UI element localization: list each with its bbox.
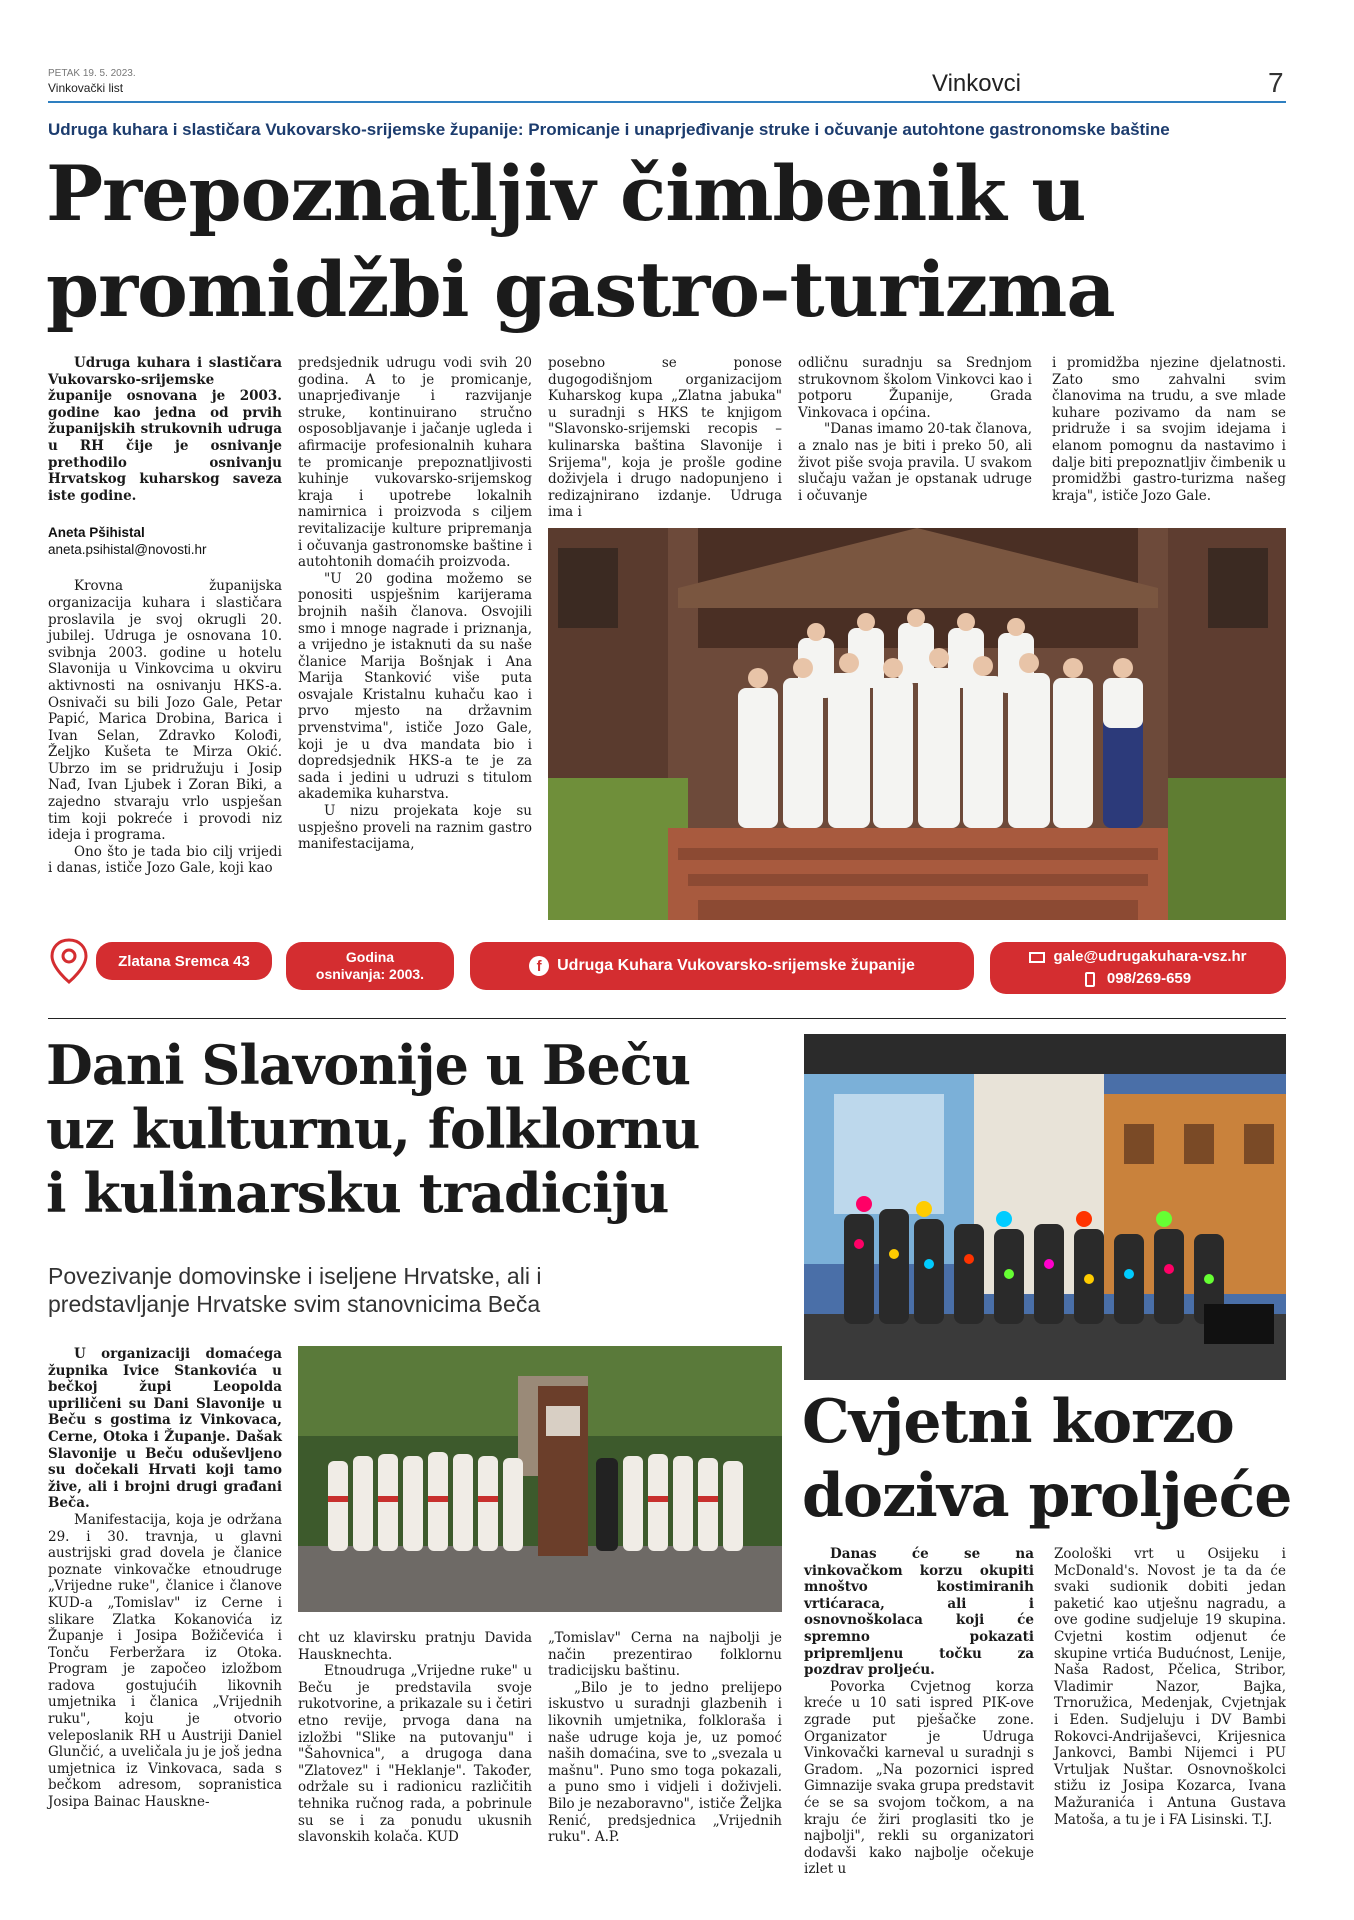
article2-col1	[48, 1346, 282, 1811]
article2-title-line3: i kulinarsku tradiciju	[46, 1161, 669, 1225]
article1-author: Aneta Pšihistal	[48, 525, 145, 541]
article3-col2	[1054, 1546, 1286, 1828]
article1-email: aneta.psihistal@novosti.hr	[48, 542, 207, 558]
location-pin-icon	[48, 938, 90, 984]
article1-col1-p1: Krovna županijska organizacija kuhara i slastičara proslavila je svoj okrugli 20. jubilej. Udruga je osnovana 10. svibnja 2003. godine u hotelu Slavonija u Vinkovcima u okviru aktivnosti na osnivanju HKS-a. Osnivači su bili Jozo Gale, Petar Papić, Marica Drobina, Barica i Ivan Selan, Zdravko Kolođi, Željko Kušeta te Mirza Okić. Ubrzo im se pridružuju i Josip Nađ, Ivan Ljubek i Zoran Biki, a zajedno stvaraju vrlo uspješan tim koji pokreće i provodi niz ideja i programa.	[48, 578, 282, 844]
vienna-group-photo	[298, 1346, 782, 1612]
facebook-icon: f	[529, 956, 549, 976]
article2-col2	[298, 1630, 532, 1846]
article3-col1-p1: Povorka Cvjetnog korza kreće u 10 sati ispred PIK-ove zgrade put pješačke zone. Organizator je Udruga Vinkovački karneval u suradnji s Gradom. „Na pozornici ispred Gimnazije svaka grupa predstavit će se sa svojom točkom, a na kraju će žiri proglasiti tko je najbolji", rekli su organizatori dodavši kako najbolje očekuje izlet u	[804, 1678, 1034, 1878]
page-number: 7	[1268, 67, 1284, 98]
article1-col2	[298, 355, 532, 853]
article1-col1	[48, 355, 282, 877]
article2-col2-p1: cht uz klavirsku pratnju Davida Hausknechta.	[298, 1630, 532, 1663]
article2-subtitle-line2: predstavljanje Hrvatske svim stanovnicima Beča	[48, 1291, 541, 1317]
article2-col1-p1: Manifestacija, koja je održana 29. i 30. travnja, u glavni austrijski grad dovela je članice poznate vinkovačke etnoudruge „Vrijedne ruke", članice i članove KUD-a „Tomislav" iz Cerne i slikare Zlatka Kokanovića iz Županje i Josipa Božičevića i Tonču Ferberžara iz Otoka. Program je započeo izložbom radova gostujućih likovnih umjetnika i članica „Vrijednih ruku", koju je otvorio veleposlanik RH u Austriji Daniel Glunčić, a uveličala ju je još jedna umjetnica iz Vinkovaca, sada s bečkom adresom, sopranistica Josipa Bainac Hauskne-	[48, 1511, 282, 1811]
article2-subtitle-line1: Povezivanje domovinske i iseljene Hrvatske, ali i	[48, 1263, 542, 1289]
article2-col3-p1: „Tomislav" Cerna na najbolji je način prezentirao folklornu tradicijsku baštinu.	[548, 1630, 782, 1680]
article2-col3	[548, 1630, 782, 1846]
article2-col3-p2: „Bilo je to jedno prelijepo iskustvo u suradnji glazbenih i likovnih umjetnika, folkloraša i naše udruge koja je, uz pomoć naših domaćina, sve to „svezala u mašnu". Puno smo toga pokazali, a puno smo i vidjeli i doživjeli. Bilo je nezaboravno", ističe Željka Renić, predsjednica „Vrijednih ruku". A.P.	[548, 1679, 782, 1846]
article1-col3	[548, 355, 782, 521]
article1-title-line2: promidžbi gastro-turizma	[46, 245, 1115, 334]
chefs-photo-illustration	[548, 528, 1286, 920]
article1-col1-p2: Ono što je tada bio cilj vrijedi i danas, ističe Jozo Gale, koji kao	[48, 843, 282, 877]
article1-col4	[798, 355, 1032, 504]
article1-col5-p1: i promidžba njezine djelatnosti. Zato smo zahvalni svim članovima na trudu, a sve mlade kuhare pozivamo da nam se pridruže i sa svojim idejama i elanom pomognu da nastavimo i dalje biti prepoznatljiv čimbenik u promidžbi gastro-turizma našeg kraja", ističe Jozo Gale.	[1052, 355, 1286, 504]
article1-col4-p1: odličnu suradnju sa Srednjom strukovnom školom Vinkovci kao i potporu Županije, Grada Vinkovaca i općina.	[798, 355, 1032, 421]
article2-lead: U organizaciji domaćega župnika Ivice Stankovića u bečkoj župi Leopolda upriličeni su Dani Slavonije u Beču s gostima iz Vinkovaca, Cerne, Otoka i Županje. Dašak Slavonije u Beču oduševljeno su dočekali Hrvati koji tamo žive, ali i brojni drugi građani Beča.	[48, 1346, 282, 1512]
vienna-photo-illustration	[298, 1346, 782, 1612]
article2-col2-p2: Etnoudruga „Vrijedne ruke" u Beču je predstavila svoje rukotvorine, a prikazale su i četiri etno revije, prvoga dana na izložbi "Slike na putovanju" i "Šahovnica", a drugoga dana "Zlatovez" i "Heklanje". Također, održale su i radionicu različitih tehnika ručnog rada, a pobrinule su se i za ponudu ukusnih slavonskih kolača. KUD	[298, 1663, 532, 1846]
founded-line2: osnivanja: 2003.	[315, 966, 425, 982]
flower-parade-photo-illustration	[804, 1034, 1286, 1380]
article1-col2-p2: "U 20 godina možemo se ponositi uspješnim karijerama brojnih naših članova. Osvojili smo i mnoge nagrade i priznanja, a vrijedno je istaknuti da su naše članice Marija Bošnjak i Ana Marija Stanković više puta osvajale Kristalnu kuhaču kao i prvo mjesto na državnim prvenstvima", ističe Jozo Gale, koji je u dva mandata bio i dopredsjednik HKS-a te je za sada i jedini u udruzi s titulom akademika kuharstva.	[298, 570, 532, 803]
article2-title-line1: Dani Slavonije u Beču	[46, 1033, 690, 1097]
article1-col4-p2: "Danas imamo 20-tak članova, a znalo nas je biti i preko 50, ali život piše svoja pravila. U svakom slučaju važan je opstanak udruge i očuvanje	[798, 421, 1032, 504]
article3-title-line1: Cvjetni korzo	[802, 1387, 1234, 1457]
facebook-pill[interactable]	[470, 942, 974, 990]
article2-title-line2: uz kulturnu, folklornu	[46, 1097, 700, 1161]
section-divider	[48, 1018, 1286, 1019]
contact-pill	[990, 942, 1286, 994]
founded-line1: Godina	[345, 949, 395, 965]
mail-icon	[1029, 952, 1045, 963]
email-row[interactable]	[1029, 946, 1246, 968]
founded-pill	[286, 942, 454, 990]
article3-col1	[804, 1546, 1034, 1878]
facebook-page-name: Udruga Kuhara Vukovarsko-srijemske županije	[557, 957, 915, 974]
address-text: Zlatana Sremca 43	[118, 952, 250, 970]
flower-parade-photo	[804, 1034, 1286, 1380]
contact-phone: 098/269-659	[1106, 970, 1192, 987]
article1-kicker: Udruga kuhara i slastičara Vukovarsko-srijemske županije: Promicanje i unaprjeđivanje struke i očuvanje autohtone gastronomske baštine	[48, 120, 1170, 139]
article1-col2-p1: predsjednik udrugu vodi svih 20 godina. A to je promicanje, unaprjeđivanje i razvijanje struke, kontinuirano stručno osposobljavanje i jačanje ugleda i afirmacije profesionalnih kuhara te promicanje prepoznatljivosti kuhinje vukovarsko-srijemskog kraja i upotrebe lokalnih namirnica i proizvoda s ciljem revitalizacije kulture pripremanja i očuvanja gastronomske baštine i autohtonih domaćih proizvoda.	[298, 355, 532, 571]
article1-col3-p1: posebno se ponose dugogodišnjom organizacijom Kuharskog kupa „Zlatna jabuka" u suradnji s HKS te knjigom "Slavonsko-srijemski recopis – kulinarska baština Slavonije i Srijema", koja je prošle godine doživjela i drugo nadopunjeno i redizajnirano izdanje. Udruga ima i	[548, 355, 782, 521]
address-pill	[96, 942, 272, 980]
article3-title-line2: doziva proljeće	[802, 1461, 1292, 1531]
publication-name: Vinkovački list	[48, 81, 124, 95]
article1-lead: Udruga kuhara i slastičara Vukovarsko-srijemske županije osnovana je 2003. godine kao jedna od prvih županijskih strukovnih udruga u RH čije je osnivanje prethodilo osnivanju Hrvatskog kuharskog saveza iste godine.	[48, 355, 282, 504]
issue-date: PETAK 19. 5. 2023.	[48, 68, 136, 79]
section-name: Vinkovci	[932, 70, 1021, 97]
header-rule	[48, 101, 1286, 103]
article3-lead: Danas će se na vinkovačkom korzu okupiti mnoštvo kostimiranih vrtićaraca, ali i osnovnoškolaca koji će spremno pokazati pripremljenu točku za pozdrav proljeću.	[804, 1546, 1034, 1679]
article1-col2-p3: U nizu projekata koje su uspješno proveli na raznim gastro manifestacijama,	[298, 803, 532, 853]
article1-title-line1: Prepoznatljiv čimbenik u	[46, 149, 1086, 238]
phone-icon	[1085, 972, 1095, 987]
phone-row[interactable]	[1085, 968, 1191, 990]
article3-col2-p1: Zoološki vrt u Osijeku i McDonald's. Novost je ta da će svaki sudionik dobiti jedan paketić kao utješnu nagradu, a ove godine sudjeluje 19 skupina. Cvjetni kostim odjenut će skupine vrtića Budućnost, Lenije, Naša Radost, Pčelica, Stribor, Vladimir Nazor, Bajka, Trnoružica, Medenjak, Cvjetnjak i Eden. Sudjeluju i DV Bambi Rokovci-Andrijaševci, Krijesnica Jankovci, Bambi Nijemci i PU Vrtuljak Nuštar. Osnovnoškolci stižu iz Josipa Kozarca, Ivana Mažuranića i Antuna Gustava Matoša, a tu je i FA Lisinski. T.J.	[1054, 1546, 1286, 1828]
chefs-group-photo	[548, 528, 1286, 920]
article1-col5	[1052, 355, 1286, 504]
contact-email: gale@udrugakuhara-vsz.hr	[1053, 948, 1247, 965]
